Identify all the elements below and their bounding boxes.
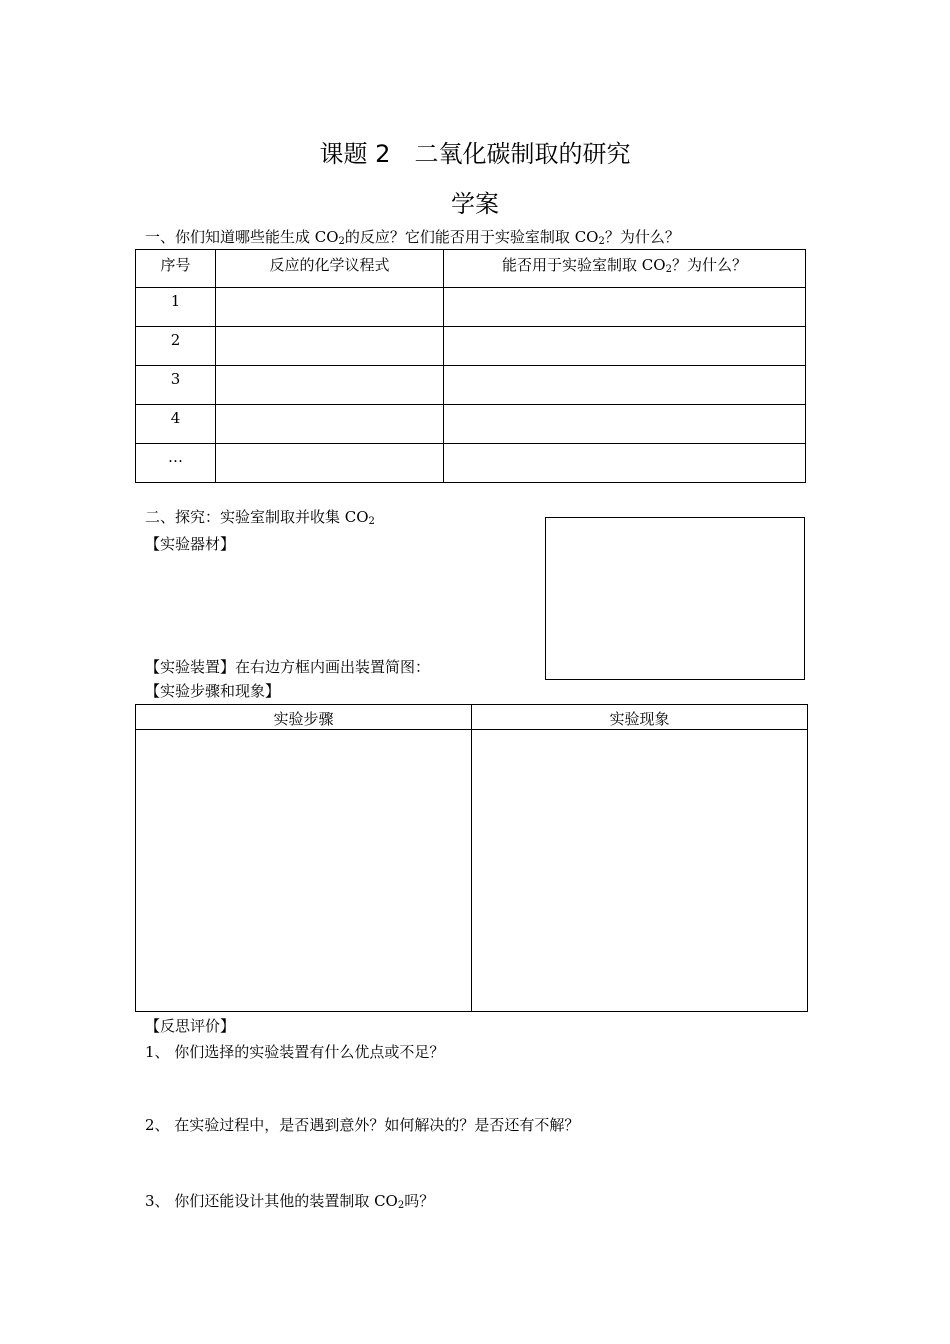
row-index: … xyxy=(136,444,216,483)
question-2-heading: 二、探究：实验室制取并收集 $CO_2$ xyxy=(145,508,375,527)
equation-cell[interactable] xyxy=(216,366,444,405)
phenomena-cell[interactable] xyxy=(472,730,808,1012)
apparatus-heading: 【实验装置】在右边方框内画出装置简图： xyxy=(145,658,431,676)
steps-cell[interactable] xyxy=(136,730,472,1012)
usable-cell[interactable] xyxy=(444,405,806,444)
usable-cell[interactable] xyxy=(444,366,806,405)
row-index: 2 xyxy=(136,327,216,366)
page-title: 课题 2 二氧化碳制取的研究 xyxy=(319,140,631,168)
table-row xyxy=(136,730,808,1012)
reflection-question-1: 1、 你们选择的实验装置有什么优点或不足？ xyxy=(145,1043,445,1061)
usable-cell[interactable] xyxy=(444,444,806,483)
question-1-prompt: 一、你们知道哪些能生成 $CO_2$的反应？它们能否用于实验室制取 $CO_2$？为什么？ xyxy=(145,228,680,247)
table-row xyxy=(136,288,806,327)
reflection-heading: 【反思评价】 xyxy=(145,1017,236,1035)
table-row xyxy=(136,405,806,444)
table-header-row xyxy=(136,705,808,730)
table-row xyxy=(136,444,806,483)
usable-cell[interactable] xyxy=(444,327,806,366)
usable-cell[interactable] xyxy=(444,288,806,327)
header-usable: 能否用于实验室制取 $CO_2$？为什么？ xyxy=(444,250,806,288)
steps-heading: 【实验步骤和现象】 xyxy=(145,682,281,700)
table-row xyxy=(136,327,806,366)
header-index: 序号 xyxy=(136,250,216,288)
header-equation: 反应的化学议程式 xyxy=(216,250,444,288)
equation-cell[interactable] xyxy=(216,405,444,444)
equation-cell[interactable] xyxy=(216,444,444,483)
steps-table xyxy=(135,704,808,1012)
table-row xyxy=(136,366,806,405)
apparatus-drawing-box[interactable] xyxy=(545,517,805,680)
equipment-heading: 【实验器材】 xyxy=(145,535,236,553)
page-subtitle: 学案 xyxy=(451,190,499,218)
reactions-table xyxy=(135,249,806,483)
row-index: 4 xyxy=(136,405,216,444)
row-index: 3 xyxy=(136,366,216,405)
table-header-row xyxy=(136,250,806,288)
equation-cell[interactable] xyxy=(216,327,444,366)
reflection-question-3: 3、 你们还能设计其他的装置制取 $CO_2$吗？ xyxy=(145,1192,435,1211)
row-index: 1 xyxy=(136,288,216,327)
equation-cell[interactable] xyxy=(216,288,444,327)
header-steps: 实验步骤 xyxy=(136,705,472,730)
header-phenomena: 实验现象 xyxy=(472,705,808,730)
reflection-question-2: 2、 在实验过程中，是否遇到意外？如何解决的？是否还有不解？ xyxy=(145,1116,580,1134)
